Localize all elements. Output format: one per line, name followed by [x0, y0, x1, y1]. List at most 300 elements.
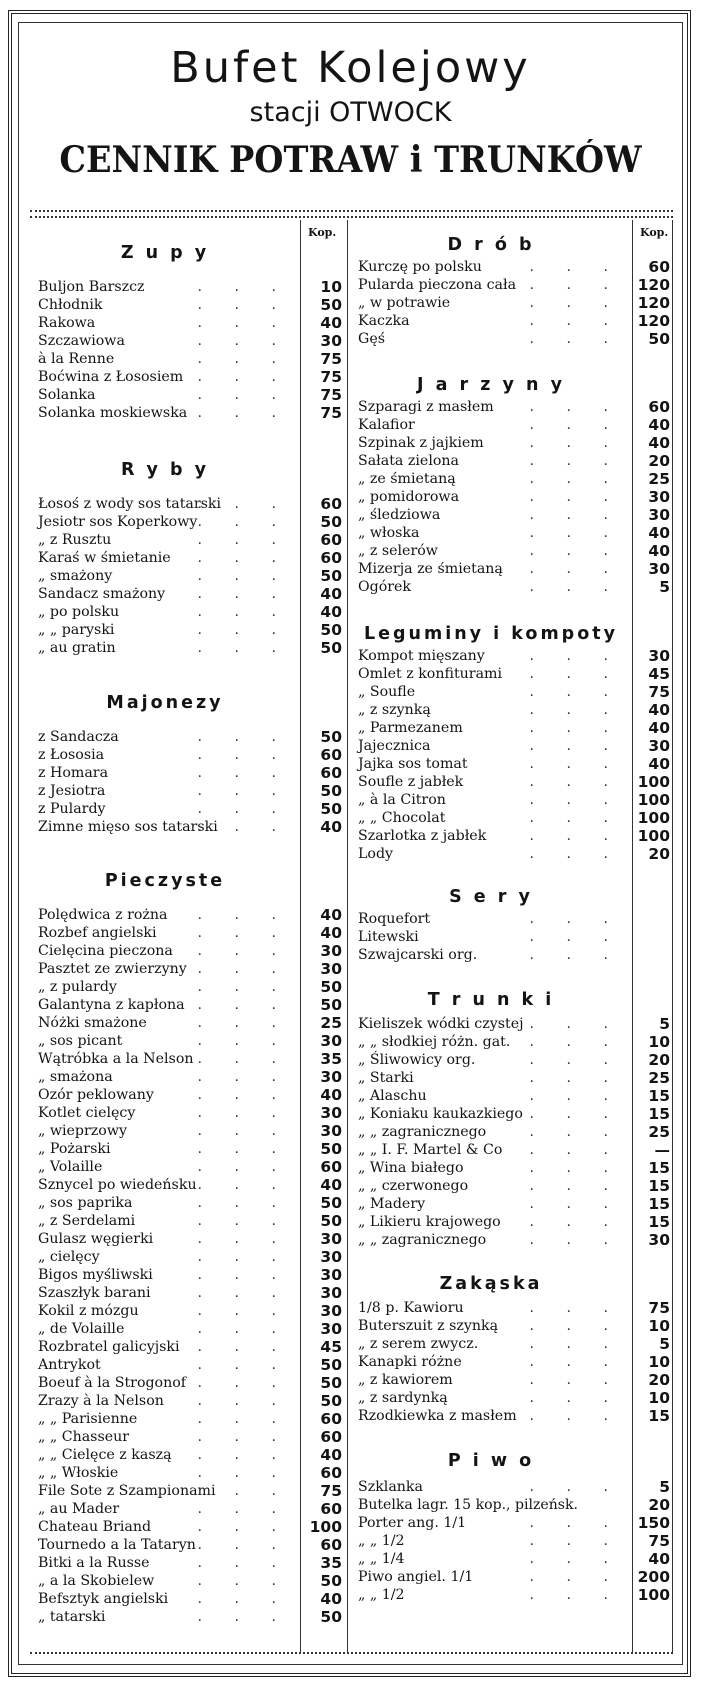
leader-dots: . . . — [529, 1354, 622, 1370]
menu-item-name: Jajka sos tomat — [358, 756, 468, 772]
menu-item-name: Galantyna z kapłona — [38, 997, 185, 1013]
leader-dots: . . . — [197, 1195, 290, 1211]
leader-dots: . . . — [197, 1159, 290, 1175]
menu-item-name: „ „ 1/2 — [358, 1587, 405, 1603]
right-border-line — [672, 220, 673, 1652]
leader-dots: . . . — [529, 259, 622, 275]
leader-dots: . . . — [529, 507, 622, 523]
menu-item-name: Sałata zielona — [358, 453, 459, 469]
leader-dots: . . . — [197, 1213, 290, 1229]
menu-item-price: 30 — [320, 1122, 342, 1140]
menu-item-price: 40 — [648, 524, 670, 542]
left-price-divider — [300, 220, 301, 1652]
leader-dots: . . . — [529, 738, 622, 754]
menu-item-price: 60 — [320, 1410, 342, 1428]
leader-dots: . . . — [197, 943, 290, 959]
right-section-title: D r ó b — [447, 235, 535, 255]
right-section-title: T r u n k i — [427, 990, 555, 1010]
menu-item-price: 50 — [320, 782, 342, 800]
menu-item-name: „ Pożarski — [38, 1141, 111, 1157]
menu-item-price: 15 — [648, 1213, 670, 1231]
menu-item-price: 40 — [320, 906, 342, 924]
menu-item-name: „ po polsku — [38, 604, 120, 620]
menu-item-price: 50 — [320, 800, 342, 818]
menu-item-price: 60 — [320, 1536, 342, 1554]
menu-item-name: Boeuf à la Strogonof — [38, 1375, 187, 1391]
leader-dots: . . . — [197, 819, 290, 835]
menu-item-price: 60 — [320, 1464, 342, 1482]
menu-item-price: 35 — [320, 1554, 342, 1572]
menu-item-price: 60 — [320, 764, 342, 782]
menu-item-price: 50 — [320, 728, 342, 746]
leader-dots: . . . — [197, 1393, 290, 1409]
leader-dots: . . . — [529, 684, 622, 700]
leader-dots: . . . — [529, 1160, 622, 1176]
leader-dots: . . . — [197, 1555, 290, 1571]
left-section-title: Z u p y — [120, 243, 210, 263]
menu-item-price: 200 — [637, 1568, 670, 1586]
menu-item-name: Zimne mięso sos tatarski — [38, 819, 218, 835]
menu-item-name: „ Alaschu — [358, 1088, 427, 1104]
menu-item-name: Kokil z mózgu — [38, 1303, 139, 1319]
leader-dots: . . . — [197, 925, 290, 941]
menu-item-name: Karaś w śmietanie — [38, 550, 171, 566]
leader-dots: . . . — [197, 1357, 290, 1373]
menu-item-price: 10 — [648, 1033, 670, 1051]
leader-dots: . . . — [197, 747, 290, 763]
leader-dots: . . . — [529, 1318, 622, 1334]
leader-dots: . . . — [197, 1231, 290, 1247]
menu-item-name: „ sos paprika — [38, 1195, 133, 1211]
leader-dots: . . . — [529, 1070, 622, 1086]
leader-dots: . . . — [197, 351, 290, 367]
menu-item-name: Kotlet cielęcy — [38, 1105, 136, 1121]
menu-item-name: „ Starki — [358, 1070, 414, 1086]
menu-item-name: Jesiotr sos Koperkowy — [38, 514, 198, 530]
menu-item-price: 40 — [320, 1590, 342, 1608]
menu-item-name: Szczawiowa — [38, 333, 125, 349]
leader-dots: . . . — [529, 774, 622, 790]
leader-dots: . . . — [529, 435, 622, 451]
menu-item-name: Solanka — [38, 387, 96, 403]
leader-dots: . . . — [197, 1465, 290, 1481]
menu-item-price: 30 — [320, 1032, 342, 1050]
menu-item-price: 50 — [648, 330, 670, 348]
leader-dots: . . . — [529, 756, 622, 772]
menu-item-price: 5 — [659, 1015, 670, 1033]
leader-dots: . . . — [197, 907, 290, 923]
leader-dots: . . . — [529, 1106, 622, 1122]
leader-dots: . . . — [197, 765, 290, 781]
menu-item-name: Jajecznica — [358, 738, 431, 754]
leader-dots: . . . — [529, 561, 622, 577]
menu-item-price: 100 — [637, 791, 670, 809]
menu-item-price: 35 — [320, 1050, 342, 1068]
right-section-title: S e r y — [449, 887, 533, 907]
menu-item-price: 50 — [320, 1392, 342, 1410]
menu-item-price: 120 — [637, 276, 670, 294]
leader-dots: . . . — [529, 1124, 622, 1140]
menu-item-name: Łosoś z wody sos tatarski — [38, 496, 222, 512]
menu-item-name: „ „ paryski — [38, 622, 115, 638]
menu-item-name: Zrazy à la Nelson — [38, 1393, 164, 1409]
right-section-title: Zakąska — [439, 1274, 543, 1294]
menu-item-name: Pasztet ze zwierzyny — [38, 961, 187, 977]
leader-dots: . . . — [197, 640, 290, 656]
leader-dots: . . . — [529, 1088, 622, 1104]
menu-item-price: 30 — [320, 332, 342, 350]
leader-dots: . . . — [529, 1196, 622, 1212]
menu-item-price: 25 — [648, 1069, 670, 1087]
menu-item-price: 100 — [637, 773, 670, 791]
menu-item-name: „ „ Chocolat — [358, 810, 446, 826]
leader-dots: . . . — [529, 1390, 622, 1406]
menu-item-price: 40 — [648, 701, 670, 719]
leader-dots: . . . — [197, 1609, 290, 1625]
menu-item-price: 50 — [320, 1374, 342, 1392]
leader-dots: . . . — [529, 1551, 622, 1567]
menu-item-name: Sznycel po wiedeńsku — [38, 1177, 197, 1193]
menu-item-name: „ Wina białego — [358, 1160, 464, 1176]
menu-item-price: 40 — [320, 585, 342, 603]
menu-item-name: z Jesiotra — [38, 783, 106, 799]
leader-dots: . . . — [529, 1336, 622, 1352]
menu-item-price: 40 — [320, 924, 342, 942]
menu-item-name: Sandacz smażony — [38, 586, 166, 602]
leader-dots: . . . — [529, 828, 622, 844]
leader-dots: . . . — [529, 1533, 622, 1549]
menu-item-price: 75 — [648, 683, 670, 701]
leader-dots: . . . — [197, 550, 290, 566]
leader-dots: . . . — [197, 1537, 290, 1553]
menu-item-name: Ozór peklowany — [38, 1087, 154, 1103]
menu-item-price: 5 — [659, 1478, 670, 1496]
menu-item-name: Kurczę po polsku — [358, 259, 482, 275]
leader-dots: . . . — [529, 1142, 622, 1158]
menu-item-name: Antrykot — [38, 1357, 101, 1373]
leader-dots: . . . — [197, 1051, 290, 1067]
menu-item-price: 100 — [309, 1518, 342, 1536]
menu-item-price: 10 — [320, 278, 342, 296]
menu-item-price: 60 — [320, 746, 342, 764]
right-section-title: Leguminy i kompoty — [363, 624, 619, 644]
menu-item-name: Lody — [358, 846, 394, 862]
menu-item-name: Rozbef angielski — [38, 925, 157, 941]
leader-dots: . . . — [529, 1479, 622, 1495]
menu-item-name: Kompot mięszany — [358, 648, 485, 664]
leader-dots: . . . — [197, 1105, 290, 1121]
menu-item-price: 40 — [648, 434, 670, 452]
top-divider — [30, 210, 673, 218]
menu-item-price: 60 — [320, 495, 342, 513]
menu-item-name: Szparagi z masłem — [358, 399, 494, 415]
leader-dots: . . . — [529, 295, 622, 311]
leader-dots: . . . — [197, 369, 290, 385]
menu-item-name: „ „ 1/4 — [358, 1551, 405, 1567]
leader-dots: . . . — [529, 1214, 622, 1230]
leader-dots: . . . — [197, 1123, 290, 1139]
leader-dots: . . . — [529, 810, 622, 826]
menu-item-name: Szarlotka z jabłek — [358, 828, 487, 844]
menu-item-name: Rzodkiewka z masłem — [358, 1408, 517, 1424]
menu-item-price: 50 — [320, 1212, 342, 1230]
menu-item-name: „ a la Skobielew — [38, 1573, 155, 1589]
menu-item-price: 120 — [637, 294, 670, 312]
leader-dots: . . . — [197, 279, 290, 295]
menu-item-price: 30 — [320, 1068, 342, 1086]
header — [20, 30, 681, 184]
menu-item-price: 60 — [648, 398, 670, 416]
menu-item-name: Bitki a la Russe — [38, 1555, 150, 1571]
menu-item-name: „ Madery — [358, 1196, 426, 1212]
menu-item-name: Mizerja ze śmietaną — [358, 561, 503, 577]
menu-item-name: „ à la Citron — [358, 792, 446, 808]
menu-item-name: Szpinak z jajkiem — [358, 435, 484, 451]
menu-item-price: 30 — [320, 1302, 342, 1320]
page-heading: CENNIK POTRAW i TRUNKÓW — [59, 139, 642, 181]
menu-item-name: Befsztyk angielski — [38, 1591, 169, 1607]
menu-item-name: „ „ zagranicznego — [358, 1124, 487, 1140]
leader-dots: . . . — [529, 313, 622, 329]
menu-item-price: 50 — [320, 296, 342, 314]
leader-dots: . . . — [529, 1372, 622, 1388]
leader-dots: . . . — [529, 1300, 622, 1316]
leader-dots: . . . — [197, 315, 290, 331]
menu-item-name: Kalafior — [358, 417, 415, 433]
menu-item-price: 25 — [320, 1014, 342, 1032]
leader-dots: . . . — [529, 1034, 622, 1050]
menu-item-name: „ ze śmietaną — [358, 471, 456, 487]
menu-item-name: Boćwina z Łososiem — [38, 369, 184, 385]
menu-item-name: „ „ słodkiej różn. gat. — [358, 1034, 511, 1050]
menu-item-price: 30 — [648, 560, 670, 578]
menu-item-name: Gęś — [358, 331, 386, 347]
menu-item-name: „ au Mader — [38, 1501, 120, 1517]
menu-item-name: „ „ Cielęce z kaszą — [38, 1447, 172, 1463]
menu-item-price: 30 — [320, 960, 342, 978]
leader-dots: . . . — [197, 514, 290, 530]
leader-dots: . . . — [197, 604, 290, 620]
menu-item-name: „ „ 1/2 — [358, 1533, 405, 1549]
leader-dots: . . . — [197, 1339, 290, 1355]
menu-item-price: 40 — [320, 603, 342, 621]
leader-dots: . . . — [197, 405, 290, 421]
menu-item-price: 30 — [648, 506, 670, 524]
leader-dots: . . . — [197, 1177, 290, 1193]
leader-dots: . . . — [529, 579, 622, 595]
page-title: Bufet Kolejowy — [170, 43, 531, 93]
leader-dots: . . . — [197, 979, 290, 995]
left-section-title: Majonezy — [106, 693, 224, 713]
menu-item-name: Kaczka — [358, 313, 410, 329]
leader-dots: . . . — [197, 997, 290, 1013]
menu-item-name: „ z szynką — [358, 702, 431, 718]
menu-item-price: 60 — [320, 1428, 342, 1446]
menu-item-name: Gulasz węgierki — [38, 1231, 154, 1247]
right-section-title: P i w o — [447, 1451, 535, 1471]
menu-item-name: Szwajcarski org. — [358, 947, 478, 963]
menu-item-price: 100 — [637, 827, 670, 845]
menu-item-price: — — [654, 1141, 670, 1159]
leader-dots: . . . — [197, 532, 290, 548]
left-section-title: Pieczyste — [104, 871, 226, 891]
menu-item-name: „ pomidorowa — [358, 489, 460, 505]
menu-item-name: „ de Volaille — [38, 1321, 125, 1337]
menu-item-price: 40 — [320, 1446, 342, 1464]
leader-dots: . . . — [529, 1569, 622, 1585]
leader-dots: . . . — [529, 1232, 622, 1248]
menu-item-price: 50 — [320, 978, 342, 996]
menu-item-price: 150 — [637, 1514, 670, 1532]
leader-dots: . . . — [529, 277, 622, 293]
menu-item-name: „ śledziowa — [358, 507, 441, 523]
leader-dots: . . . — [529, 1408, 622, 1424]
menu-item-price: 30 — [320, 1266, 342, 1284]
menu-item-price: 75 — [648, 1299, 670, 1317]
menu-item-name: Ogórek — [358, 579, 412, 595]
leader-dots: . . . — [529, 720, 622, 736]
menu-item-price: 75 — [320, 1482, 342, 1500]
menu-item-name: à la Renne — [38, 351, 115, 367]
leader-dots: . . . — [197, 1033, 290, 1049]
menu-item-price: 40 — [648, 1550, 670, 1568]
menu-item-name: „ „ Włoskie — [38, 1465, 119, 1481]
menu-item-price: 40 — [320, 314, 342, 332]
menu-item-price: 25 — [648, 470, 670, 488]
menu-item-name: „ cielęcy — [38, 1249, 100, 1265]
menu-item-name: „ z Serdelami — [38, 1213, 136, 1229]
menu-item-price: 40 — [648, 719, 670, 737]
menu-item-name: Kieliszek wódki czystej — [358, 1016, 524, 1032]
leader-dots: . . . — [197, 1375, 290, 1391]
menu-item-name: Chłodnik — [38, 297, 103, 313]
leader-dots: . . . — [197, 1573, 290, 1589]
leader-dots: . . . — [529, 489, 622, 505]
menu-item-price: 15 — [648, 1105, 670, 1123]
menu-item-name: Szklanka — [358, 1479, 423, 1495]
page-subtitle: stacji OTWOCK — [249, 97, 452, 128]
leader-dots: . . . — [197, 1069, 290, 1085]
menu-item-price: 50 — [320, 1572, 342, 1590]
menu-item-name: „ „ Parisienne — [38, 1411, 138, 1427]
menu-item-price: 60 — [320, 531, 342, 549]
leader-dots: . . . — [529, 911, 622, 927]
menu-item-name: Nóżki smażone — [38, 1015, 147, 1031]
menu-item-price: 5 — [659, 578, 670, 596]
leader-dots: . . . — [529, 453, 622, 469]
menu-item-name: Pularda pieczona cała — [358, 277, 517, 293]
menu-item-name: „ włoska — [358, 525, 420, 541]
menu-item-price: 75 — [320, 368, 342, 386]
menu-item-price: 20 — [648, 1371, 670, 1389]
leader-dots: . . . — [197, 622, 290, 638]
leader-dots: . . . — [197, 1591, 290, 1607]
leader-dots: . . . — [197, 1141, 290, 1157]
menu-item-name: „ tatarski — [38, 1609, 106, 1625]
menu-item-name: Litewski — [358, 929, 419, 945]
menu-item-name: Polędwica z rożna — [38, 907, 168, 923]
menu-item-name: „ z pulardy — [38, 979, 117, 995]
menu-item-price: 15 — [648, 1195, 670, 1213]
menu-item-price: 30 — [320, 1104, 342, 1122]
leader-dots: . . . — [197, 1501, 290, 1517]
menu-item-name: 1/8 p. Kawioru — [358, 1300, 464, 1316]
menu-item-name: z Pulardy — [38, 801, 106, 817]
menu-item-price: 50 — [320, 1356, 342, 1374]
menu-item-name: „ Śliwowicy org. — [358, 1052, 476, 1068]
leader-dots: . . . — [197, 1411, 290, 1427]
leader-dots: . . . — [529, 929, 622, 945]
menu-item-price: 30 — [320, 1320, 342, 1338]
leader-dots: . . . — [529, 1016, 622, 1032]
menu-item-name: „ Soufle — [358, 684, 416, 700]
menu-item-price: 120 — [637, 312, 670, 330]
menu-item-price: 75 — [320, 404, 342, 422]
leader-dots: . . . — [529, 471, 622, 487]
menu-item-name: „ Koniaku kaukazkiego — [358, 1106, 523, 1122]
menu-item-name: „ au gratin — [38, 640, 116, 656]
leader-dots: . . . — [197, 496, 290, 512]
menu-item-name: z Homara — [38, 765, 109, 781]
menu-item-name: „ z kawiorem — [358, 1372, 453, 1388]
menu-item-price: 60 — [648, 258, 670, 276]
leader-dots: . . . — [529, 792, 622, 808]
menu-item-price: 50 — [320, 996, 342, 1014]
menu-item-price: 30 — [320, 1230, 342, 1248]
menu-item-price: 60 — [320, 1500, 342, 1518]
menu-item-price: 10 — [648, 1389, 670, 1407]
menu-item-name: Rozbratel galicyjski — [38, 1339, 180, 1355]
menu-item-name: Omlet z konfiturami — [358, 666, 503, 682]
menu-item-name: „ z Rusztu — [38, 532, 112, 548]
menu-item-name: „ Volaille — [38, 1159, 103, 1175]
menu-item-name: „ sos picant — [38, 1033, 123, 1049]
leader-dots: . . . — [197, 783, 290, 799]
leader-dots: . . . — [529, 1178, 622, 1194]
leader-dots: . . . — [197, 801, 290, 817]
menu-item-price: 40 — [320, 818, 342, 836]
menu-item-price: 40 — [320, 1086, 342, 1104]
menu-item-price: 45 — [320, 1338, 342, 1356]
leader-dots: . . . — [529, 648, 622, 664]
leader-dots: . . . — [197, 333, 290, 349]
right-section-title: J a r z y n y — [417, 375, 565, 395]
kop-label-left: Kop. — [308, 226, 337, 239]
menu-item-name: Rakowa — [38, 315, 96, 331]
menu-item-price: 50 — [320, 567, 342, 585]
menu-item-price: 15 — [648, 1159, 670, 1177]
leader-dots: . . . — [529, 525, 622, 541]
menu-item-price: 50 — [320, 513, 342, 531]
menu-item-name: Tournedo a la Tataryn — [38, 1537, 196, 1553]
menu-item-name: „ z selerów — [358, 543, 438, 559]
menu-item-price: 25 — [648, 1123, 670, 1141]
menu-item-name: „ smażona — [38, 1069, 113, 1085]
menu-item-price: 10 — [648, 1353, 670, 1371]
leader-dots: . . . — [197, 1447, 290, 1463]
menu-item-price: 30 — [320, 1248, 342, 1266]
menu-item-price: 60 — [320, 549, 342, 567]
menu-item-name: Kanapki różne — [358, 1354, 462, 1370]
leader-dots: . . . — [529, 702, 622, 718]
leader-dots: . . . — [197, 297, 290, 313]
menu-item-name: Piwo angiel. 1/1 — [358, 1569, 474, 1585]
leader-dots: . . . — [529, 331, 622, 347]
menu-item-price: 5 — [659, 1335, 670, 1353]
menu-item-price: 30 — [648, 647, 670, 665]
menu-item-price: 30 — [648, 488, 670, 506]
menu-item-name: „ wieprzowy — [38, 1123, 127, 1139]
